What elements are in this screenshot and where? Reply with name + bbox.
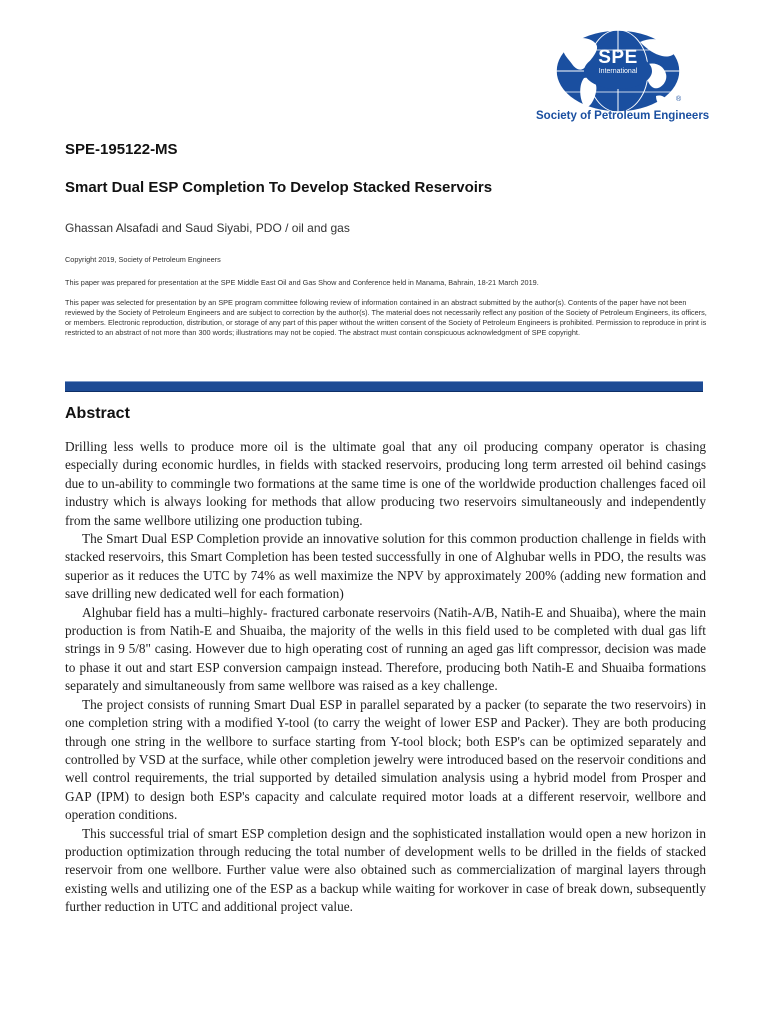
abstract-paragraph: Alghubar field has a multi–highly- fractured carbonate reservoirs (Natih-A/B, Natih-E and Shuaiba), where the main production is from Natih-E and Shuaiba, the majority of the wells in this field used to be completed with dual gas lift strings in 9 5/8" casing. However due to high operating cost of running an aged gas lift compressor, decision was made to phase it out and start ESP conversion campaign instead. Therefore, producing both Natih-E and Shuaiba formations separately and simultaneously from same wellbore was raised as a key challenge. xyxy=(65,604,706,694)
abstract-paragraph: This successful trial of smart ESP completion design and the sophisticated installation would open a new horizon in production optimization through reducing the total number of development wells to be drilled in the fields of stacked reservoir from one wellbore. Further value were also obtained such as commercialization of marginal layers through existing wells and utilizing one of the ESP as a backup while waiting for workover in case of break down, subsequently further reduction in UTC and additional project value. xyxy=(65,825,706,915)
abstract-body xyxy=(65,438,706,917)
copyright-notice: Copyright 2019, Society of Petroleum Engineers xyxy=(65,255,221,264)
review-disclaimer: This paper was selected for presentation by an SPE program committee following review of information contained in an abstract submitted by the author(s). Contents of the paper have not been reviewed by the Society of Petroleum Engineers and are subject to correction by the author(s). The material does not necessarily reflect any position of the Society of Petroleum Engineers, its officers, or members. Electronic reproduction, distribution, or storage of any part of this paper without the written consent of the Society of Petroleum Engineers is prohibited. Permission to reproduce in print is restricted to an abstract of not more than 300 words; illustrations may not be copied. The abstract must contain conspicuous acknowledgment of SPE copyright. xyxy=(65,298,707,337)
abstract-heading: Abstract xyxy=(65,405,130,422)
paper-title: Smart Dual ESP Completion To Develop Stacked Reservoirs xyxy=(65,179,493,196)
author-line: Ghassan Alsafadi and Saud Siyabi, PDO / oil and gas xyxy=(65,221,350,235)
abstract-paragraph: The project consists of running Smart Dual ESP in parallel separated by a packer (to separate the two reservoirs) in one completion string with a modified Y-tool (to carry the weight of lower ESP and Packer). They are both producing through one string in the wellbore to surface starting from Y-tool block; both ESP's can be optimized separately and controlled by VSD at the surface, while other completion jewelry were introduced based on the reservoir conditions and well control requirements, the trial supported by detailed simulation analysis using a hybrid model from Prosper and GAP (IPM) to design both ESP's capacity and calculate required motor loads at a different reservoir, wellbore and operation conditions. xyxy=(65,696,706,823)
presentation-notice: This paper was prepared for presentation at the SPE Middle East Oil and Gas Show and Conference held in Manama, Bahrain, 18-21 March 2019. xyxy=(65,278,539,287)
section-divider xyxy=(65,381,703,392)
paper-id: SPE-195122-MS xyxy=(65,141,178,158)
abstract-paragraph: The Smart Dual ESP Completion provide an innovative solution for this common production challenge in fields with stacked reservoirs, this Smart Completion has been tested successfully in one of Alghubar wells in PDO, the results was superior as it reduces the UTC by 74% as well maximize the NPV by approximately 200% (adding new formation and save drilling new dedicated well for each formation) xyxy=(65,531,706,602)
logo-spe-mark: SPE xyxy=(598,47,638,68)
logo-society-name: Society of Petroleum Engineers xyxy=(536,110,710,122)
logo-international: International xyxy=(598,68,638,75)
abstract-paragraph: Drilling less wells to produce more oil is the ultimate goal that any oil producing company operator is chasing especially during economic hurdles, in fields with stacked reservoirs, producing long term arrested oil behind casings due to un-ability to commingle two formations at the same time is one of the worldwide production challenges faced oil industry which is always looking for methods that allow producing two reservoirs simultaneously and independently from the same wellbore utilizing one production tubing. xyxy=(65,439,706,528)
registered-mark: ® xyxy=(676,96,682,103)
spe-logo xyxy=(536,30,710,126)
